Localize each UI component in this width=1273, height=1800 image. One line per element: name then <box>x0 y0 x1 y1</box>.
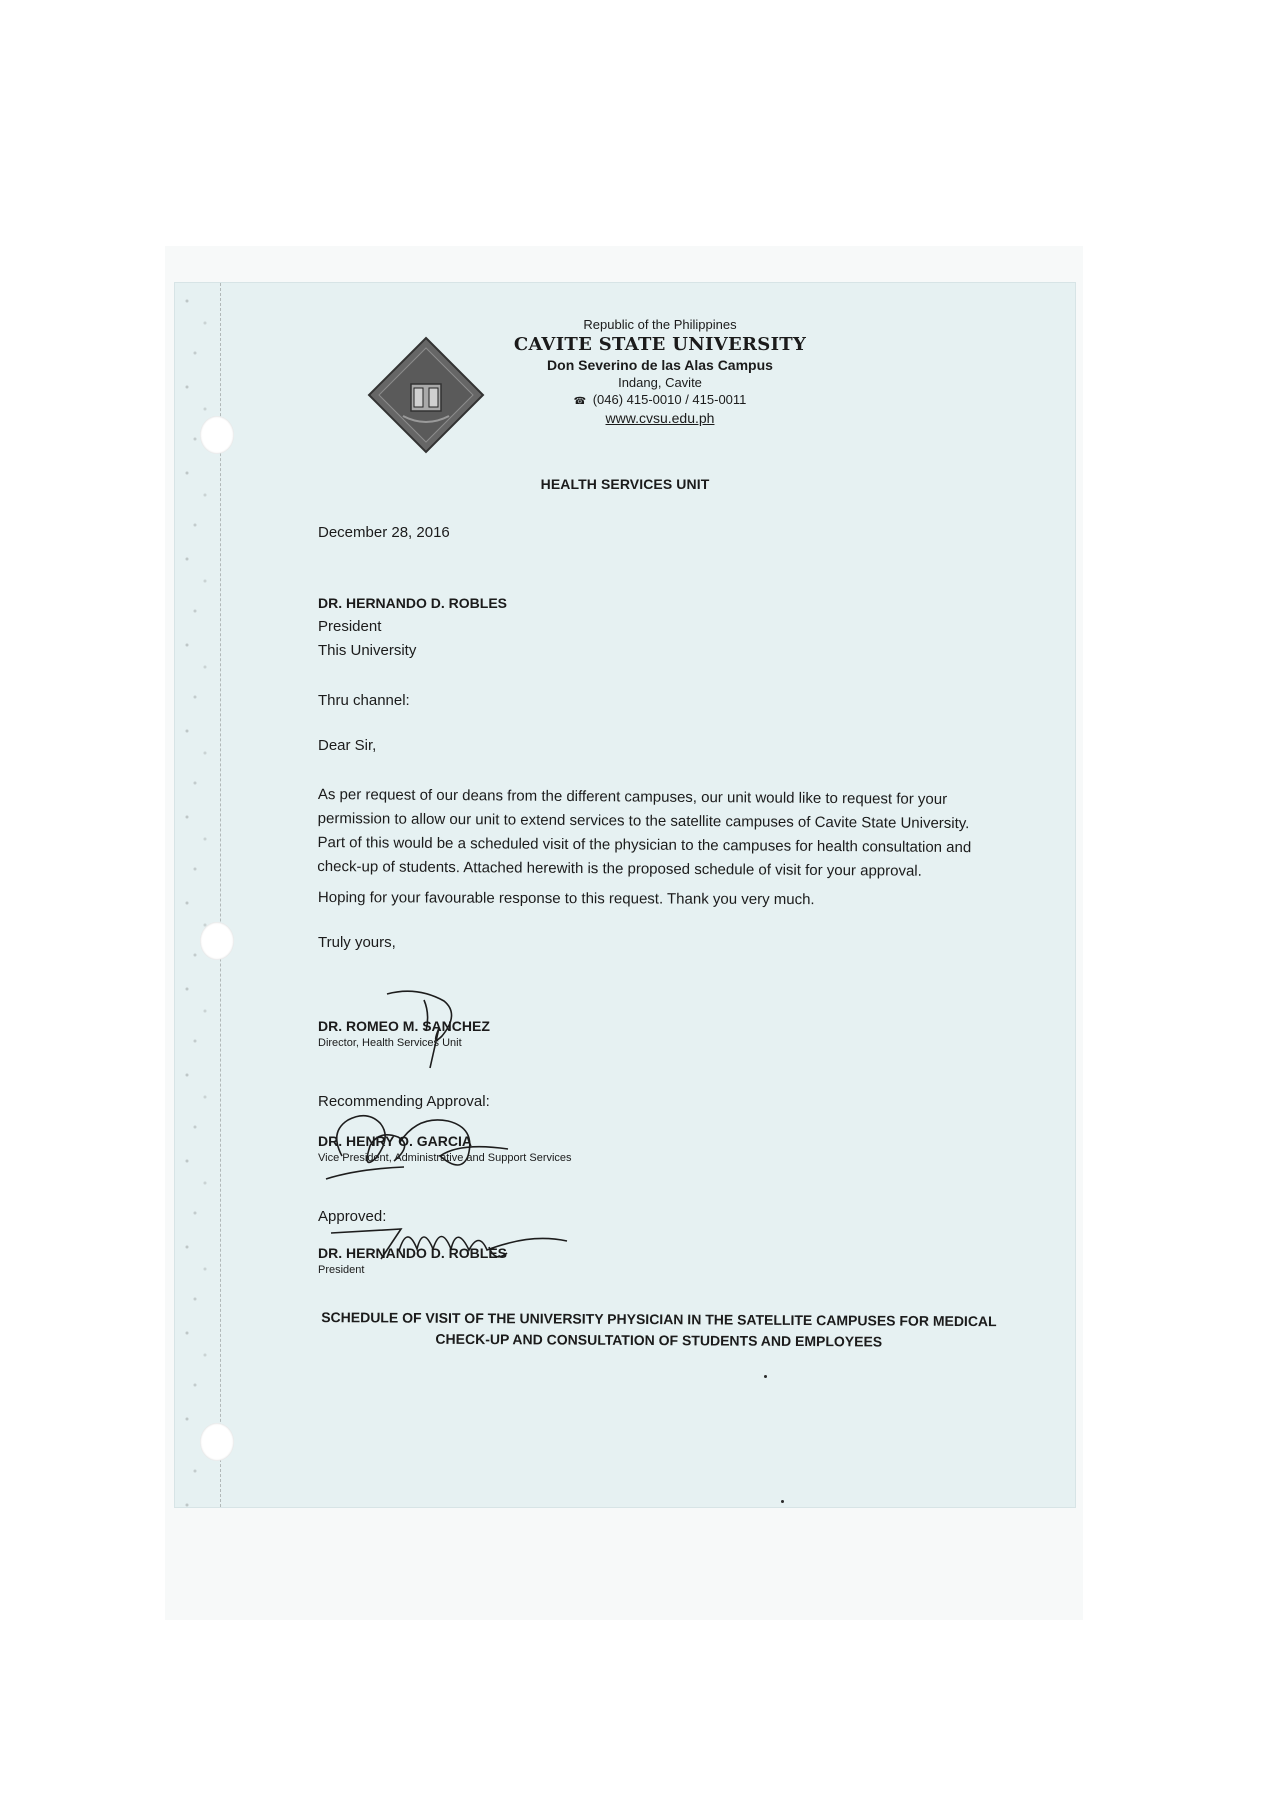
campus-location: Indang, Cavite <box>618 375 702 390</box>
phone-line <box>455 391 865 410</box>
university-name: CAVITE STATE UNIVERSITY <box>513 334 807 355</box>
director-title: Director, Health Services Unit <box>318 1037 462 1049</box>
phone-number: (046) 415-0010 / 415-0011 <box>592 392 747 407</box>
president-name: DR. HERNANDO D. ROBLES <box>318 1245 508 1261</box>
recipient-block <box>318 591 507 663</box>
thru-channel: Thru channel: <box>318 692 410 709</box>
punch-hole-middle <box>200 922 234 960</box>
country-label: Republic of the Philippines <box>583 317 737 332</box>
request-paragraph: As per request of our deans from the different campuses, our unit would like to request for your permission to allow our unit to extend services to the satellite campuses of Cavite State University. Part of this would be a scheduled visit of the physician to the campuses for health consultation and check-up of students. Attached herewith is the proposed schedule of visit for your approval. <box>317 785 972 880</box>
director-signature-block <box>318 1018 490 1052</box>
unit-title: HEALTH SERVICES UNIT <box>540 476 710 492</box>
president-title: President <box>318 1264 365 1276</box>
letterhead <box>455 316 865 427</box>
complimentary-close: Truly yours, <box>318 934 396 951</box>
scan-speck <box>781 1500 784 1503</box>
salutation: Dear Sir, <box>318 737 377 754</box>
recommending-approval-label: Recommending Approval: <box>318 1093 490 1110</box>
margin-perforation-line <box>220 283 222 1507</box>
letter-page <box>174 282 1076 1508</box>
approved-label: Approved: <box>318 1208 387 1225</box>
university-website: www.cvsu.edu.ph <box>605 410 715 426</box>
schedule-title: SCHEDULE OF VISIT OF THE UNIVERSITY PHYSICIAN IN THE SATELLITE CAMPUSES FOR MEDICAL CHECK-UP AND CONSULTATION OF STUDENTS AND EMPLOYEES <box>321 1309 997 1350</box>
vice-president-title: Vice President, Administrative and Support Services <box>318 1152 572 1164</box>
punch-hole-bottom <box>200 1423 234 1461</box>
recipient-name: DR. HERNANDO D. ROBLES <box>318 595 508 611</box>
punch-hole-top <box>200 416 234 454</box>
president-signature-block <box>318 1245 507 1279</box>
letter-date: December 28, 2016 <box>318 524 450 541</box>
campus-name: Don Severino de las Alas Campus <box>547 357 773 373</box>
closing-paragraph: Hoping for your favourable response to this request. Thank you very much. <box>317 889 815 909</box>
telephone-icon: ☎ <box>573 396 587 407</box>
vice-president-name: DR. HENRY O. GARCIA <box>318 1133 473 1149</box>
scan-speck <box>764 1375 767 1378</box>
director-name: DR. ROMEO M. SANCHEZ <box>318 1018 490 1034</box>
recipient-organization: This University <box>318 642 417 659</box>
recipient-title: President <box>318 618 382 635</box>
vice-president-signature-block <box>318 1133 572 1167</box>
punched-margin-noise <box>175 283 223 1507</box>
